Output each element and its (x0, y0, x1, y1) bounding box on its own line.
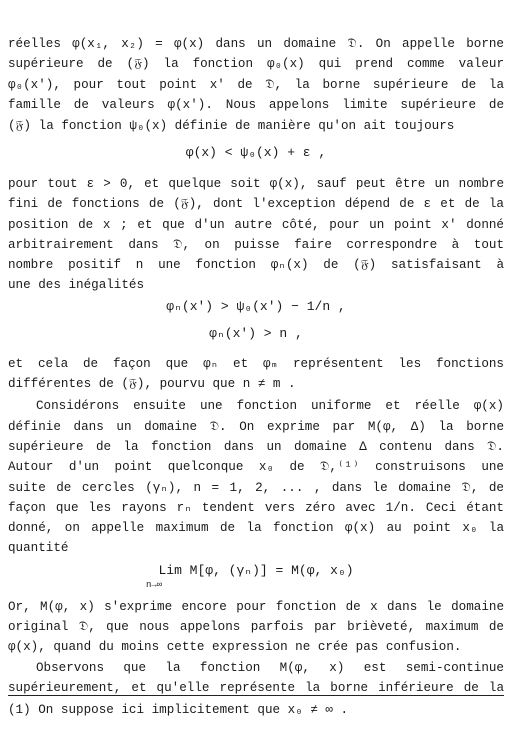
text-line: famille de valeurs φ(x'). Nous appelons limite supérieure de (8, 98, 504, 112)
text-line: supérieurement, et qu'elle représente la borne inférieure de la (8, 681, 504, 695)
text-line: position de x ; et que d'un autre côté, pour un point x' donné (8, 218, 504, 232)
text-line: Autour d'un point quelconque x₀ de 𝔇,⁽¹⁾ construisons une (8, 460, 504, 474)
display-equation: φ(x) < ψ₀(x) + ε , (185, 145, 327, 160)
text-line: Or, M(φ, x) s'exprime encore pour fonction de x dans le domaine (8, 600, 504, 614)
text-line: suite de cercles (γₙ), n = 1, 2, ... , dans le domaine 𝔇, de (8, 481, 504, 495)
text-line: façon que les rayons rₙ tendent vers zéro avec 1/n. Ceci étant (8, 501, 504, 515)
text-line: une des inégalités (8, 278, 145, 292)
text-line: φ(x), quand du moins cette expression ne crée pas confusion. (8, 640, 462, 654)
text-line: supérieure de la fonction dans un domaine Δ contenu dans 𝔇. (8, 440, 504, 454)
text-line: donné, on appelle maximum de la fonction φ(x) au point x₀ la (8, 521, 504, 535)
text-line: φ₀(x'), pour tout point x' de 𝔇, la borne supérieure de la (8, 78, 504, 92)
text-line: (𝔉) la fonction ψ₀(x) définie de manière qu'on ait toujours (8, 119, 455, 133)
footnote-rule (8, 695, 504, 696)
limit-subscript: n→∞ (146, 580, 163, 590)
text-line: supérieure de (𝔉) la fonction φ₀(x) qui prend comme valeur (8, 57, 504, 71)
text-line: nombre positif n une fonction φₙ(x) de (𝔉) satisfaisant à (8, 258, 504, 272)
text-line: réelles φ(x₁, x₂) = φ(x) dans un domaine 𝔇. On appelle borne (8, 37, 504, 51)
text-line: définie dans un domaine 𝔇. On exprime par M(φ, Δ) la borne (8, 420, 504, 434)
display-equation: φₙ(x') > ψ₀(x') − 1/n , (166, 299, 346, 314)
text-line: différentes de (𝔉), pourvu que n ≠ m . (8, 377, 296, 391)
text-line: et cela de façon que φₙ et φₘ représentent les fonctions (8, 357, 504, 371)
text-line: Observons que la fonction M(φ, x) est semi-continue (36, 661, 504, 675)
footnote: (1) On suppose ici implicitement que x₀ ≠ ∞ . (8, 703, 349, 717)
text-line: arbitrairement dans 𝔇, on puisse faire correspondre à tout (8, 238, 504, 252)
text-line: quantité (8, 541, 69, 555)
text-line: original 𝔇, que nous appelons parfois par brièveté, maximum de (8, 620, 504, 634)
display-equation: Lim M[φ, (γₙ)] = M(φ, x₀) (158, 563, 354, 578)
text-line: Considérons ensuite une fonction uniforme et réelle φ(x) (36, 399, 504, 413)
display-equation: φₙ(x') > n , (209, 326, 303, 341)
text-line: pour tout ε > 0, et quelque soit φ(x), sauf peut être un nombre (8, 177, 504, 191)
text-line: fini de fonctions de (𝔉), dont l'exception dépend de ε et de la (8, 197, 504, 211)
